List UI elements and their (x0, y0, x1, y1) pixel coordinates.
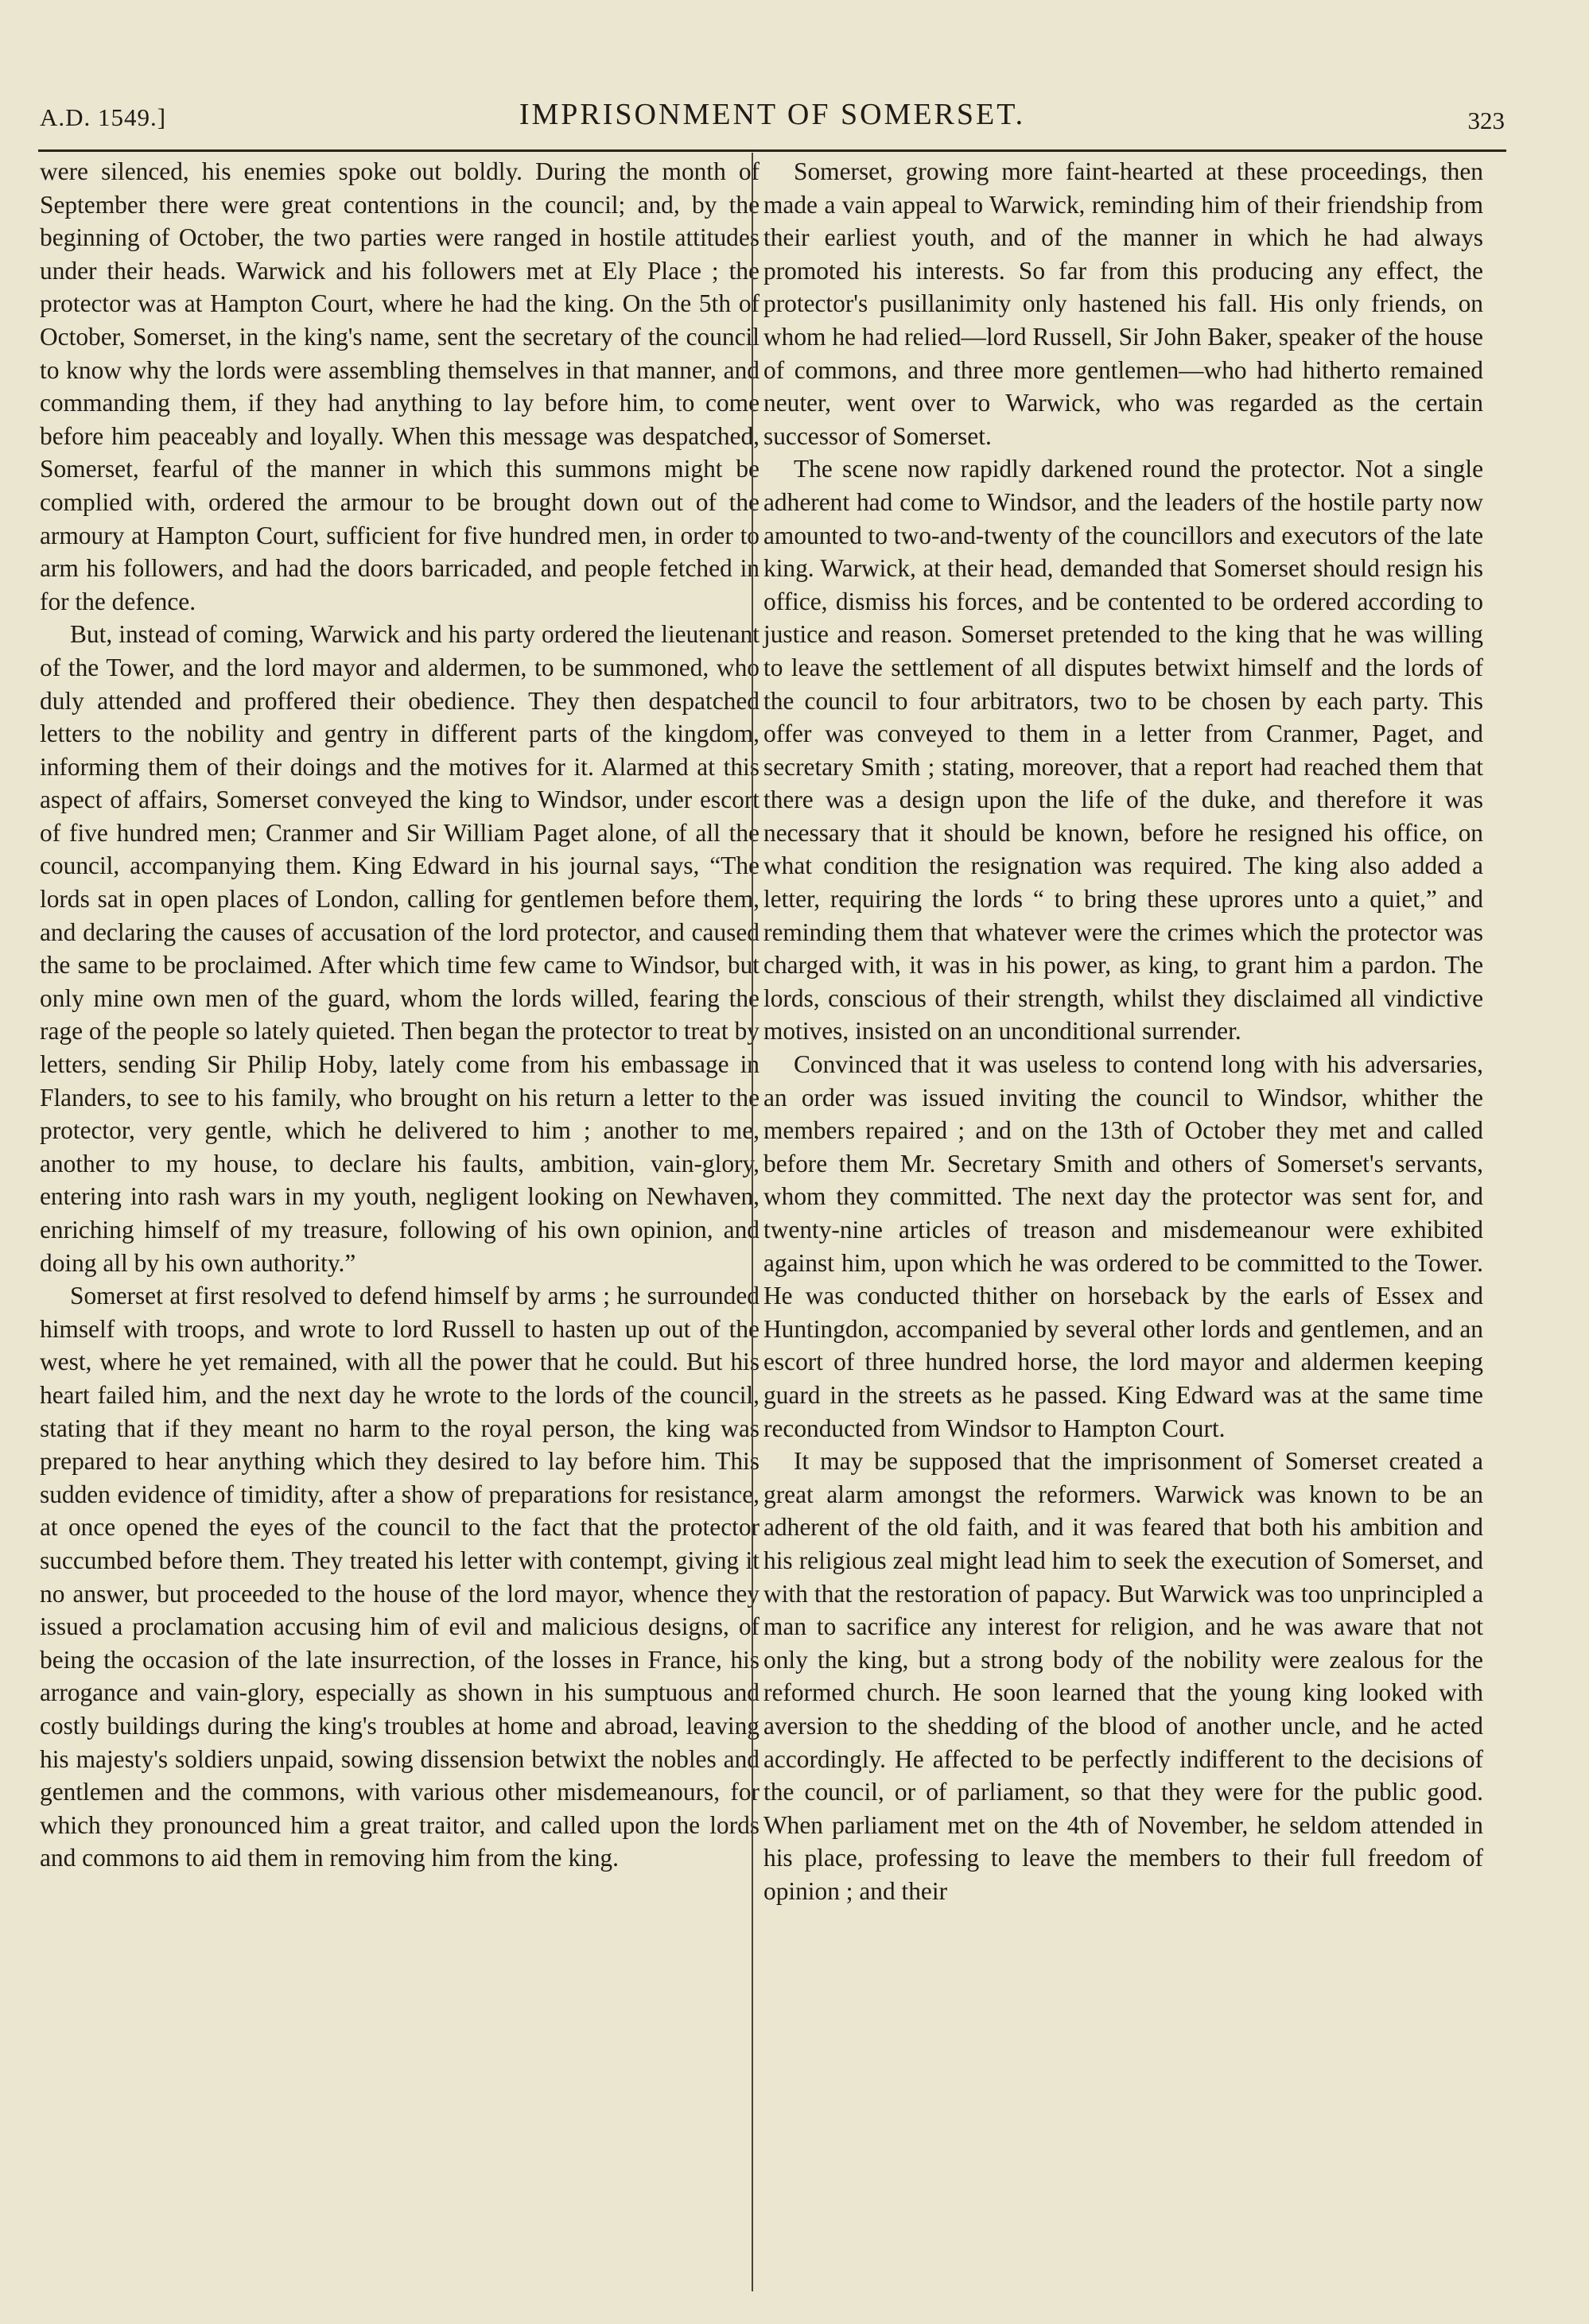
paragraph: It may be supposed that the imprisonment of Somerset created a great alarm amongst the reformers. Warwick was known to be an adherent of the old faith, and it was feared that both his ambition and his religious zeal might lead him to seek the execution of Somerset, and with that the restoration of papacy. But Warwick was too unprincipled a man to sacrifice any interest for religion, and he was aware that not only the king, but a strong body of the nobility were zealous for the reformed church. He soon learned that the young king looked with aversion to the shedding of the blood of another uncle, and he acted accordingly. He affected to be perfectly indifferent to the decisions of the council, or of parliament, so that they were for the public good. When parliament met on the 4th of November, he seldom attended in his place, professing to leave the members to their full freedom of opinion ; and their (763, 1447, 1483, 1905)
page-number: 323 (1467, 107, 1505, 134)
paragraph: Somerset at first resolved to defend himself by arms ; he surrounded himself with troops, and wrote to lord Russell to hasten up out of the west, where he yet remained, with all the power that he could. But his heart failed him, and the next day he wrote to the lords of the council, stating that if they meant no harm to the royal person, the king was prepared to hear anything which they desired to lay before him. This sudden evidence of timidity, after a show of preparations for resistance, at once opened the eyes of the council to the fact that the protector succumbed before them. They treated his letter with contempt, giving it no answer, but proceeded to the house of the lord mayor, whence they issued a proclamation accusing him of evil and malicious designs, of being the occasion of the late insurrection, of the losses in France, his arrogance and vain-glory, especially as shown in his sumptuous and costly buildings during the king's troubles at home and abroad, leaving his majesty's soldiers unpaid, sowing dissension betwixt the nobles and gentlemen and the commons, with various other misdemeanours, for which they pronounced him a great traitor, and called upon the lords and commons to aid them in removing him from the king. (40, 1282, 760, 1872)
paragraph: were silenced, his enemies spoke out boldly. During the month of September there were great contentions in the council; and, by the beginning of October, the two parties were ranged in hostile attitudes under their heads. Warwick and his followers met at Ely Place ; the protector was at Hampton Court, where he had the king. On the 5th of October, Somerset, in the king's name, sent the secretary of the council to know why the lords were assembling themselves in that manner, and commanding them, if they had anything to lay before him, to come before him peaceably and loyally. When this message was despatched, Somerset, fearful of the manner in which this summons might be complied with, ordered the armour to be brought down out of the armoury at Hampton Court, sufficient for five hundred men, in order to arm his followers, and had the doors barricaded, and people fetched in for the defence. (40, 157, 760, 615)
paragraph: Somerset, growing more faint-hearted at these proceedings, then made a vain appeal to Warwick, reminding him of their friendship from their earliest youth, and of the manner in which he had always promoted his interests. So far from this producing any effect, the protector's pusillanimity only hastened his fall. His only friends, on whom he had relied—lord Russell, Sir John Baker, speaker of the house of commons, and three more gentlemen—who had hitherto remained neuter, went over to Warwick, who was regarded as the certain successor of Somerset. (763, 157, 1483, 450)
paragraph: Convinced that it was useless to contend long with his adversaries, an order was issued inviting the council to Windsor, whither the members repaired ; and on the 13th of October they met and called before them Mr. Secretary Smith and others of Somerset's servants, whom they committed. The next day the protector was sent for, and twenty-nine articles of treason and misdemeanour were exhibited against him, upon which he was ordered to be committed to the Tower. He was conducted thither on horseback by the earls of Essex and Huntingdon, accompanied by several other lords and gentlemen, and an escort of three hundred horse, the lord mayor and aldermen keeping guard in the streets as he passed. King Edward was at the same time reconducted from Windsor to Hampton Court. (763, 1050, 1483, 1442)
header-date: A.D. 1549.] (40, 103, 167, 131)
header-rule (38, 149, 1506, 152)
paragraph: But, instead of coming, Warwick and his party ordered the lieutenant of the Tower, and the lord mayor and aldermen, to be summoned, who duly attended and proffered their obedience. They then despatched letters to the nobility and gentry in different parts of the kingdom, informing them of their doings and the motives for it. Alarmed at this aspect of affairs, Somerset conveyed the king to Windsor, under escort of five hundred men; Cranmer and Sir William Paget alone, of all the council, accompanying them. King Edward in his journal says, “The lords sat in open places of London, calling for gentlemen before them, and declaring the causes of accusation of the lord protector, and caused the same to be proclaimed. After which time few came to Windsor, but only mine own men of the guard, whom the lords willed, fearing the rage of the people so lately quieted. Then began the protector to treat by letters, sending Sir Philip Hoby, lately come from his embassage in Flanders, to see to his family, who brought on his return a letter to the protector, very gentle, which he delivered to him ; another to me, another to my house, to declare his faults, ambition, vain-glory, entering into rash wars in my youth, negligent looking on Newhaven, enriching himself of my treasure, following of his own opinion, and doing all by his own authority.” (40, 620, 760, 1277)
paragraph: The scene now rapidly darkened round the protector. Not a single adherent had come to Windsor, and the leaders of the hostile party now amounted to two-and-twenty of the councillors and executors of the late king. Warwick, at their head, demanded that Somerset should resign his office, dismiss his forces, and be contented to be ordered according to justice and reason. Somerset pretended to the king that he was willing to leave the settlement of all disputes betwixt himself and the lords of the council to four arbitrators, two to be chosen by each party. This offer was conveyed to them in a letter from Cranmer, Paget, and secretary Smith ; stating, moreover, that a report had reached them that there was a design upon the life of the duke, and therefore it was necessary that it should be known, before he resigned his office, on what condition the resignation was required. The king also added a letter, requiring the lords “ to bring these uprores unto a quiet,” and reminding them that whatever were the crimes which the protector was charged with, it was in his power, as king, to grant him a pardon. The lords, conscious of their strength, whilst they disclaimed all vindictive motives, insisted on an unconditional surrender. (763, 455, 1483, 1046)
column-divider (752, 153, 753, 2291)
page-title: IMPRISONMENT OF SOMERSET. (519, 98, 1026, 131)
left-column (40, 155, 760, 1875)
running-header (40, 97, 1505, 145)
right-column (763, 155, 1483, 1907)
